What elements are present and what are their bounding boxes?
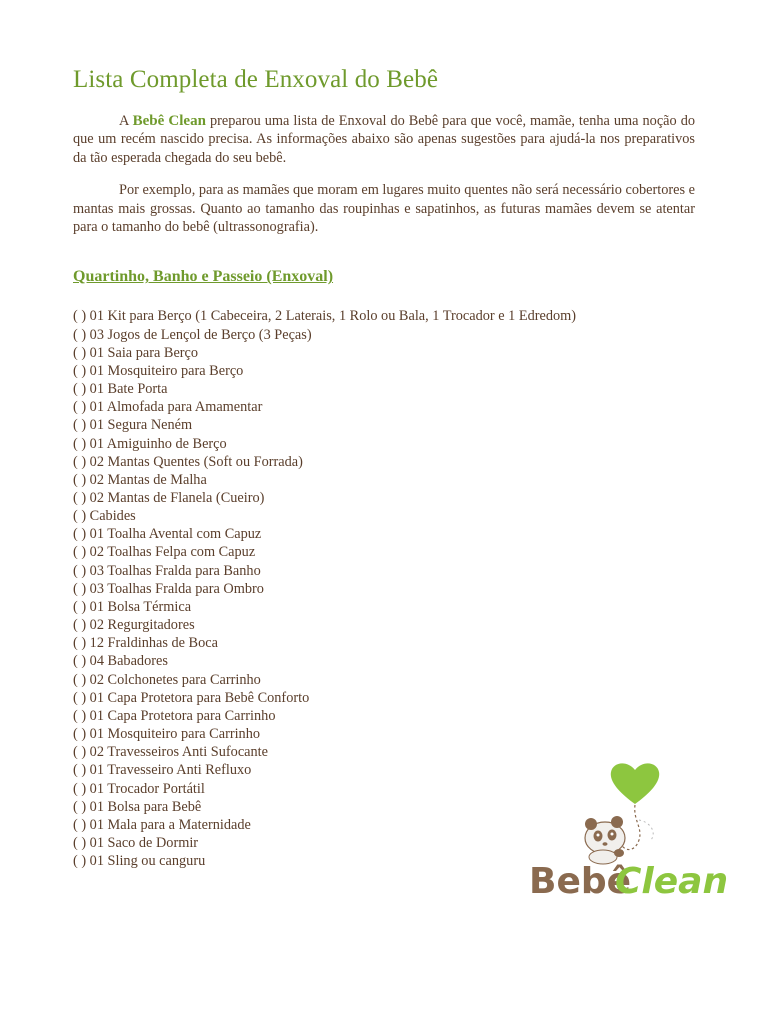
checklist-item: ( ) Cabides	[73, 508, 136, 525]
checklist-item: ( ) 02 Regurgitadores	[73, 617, 195, 634]
checklist-item: ( ) 02 Mantas de Flanela (Cueiro)	[73, 490, 265, 506]
page-title: Lista Completa de Enxoval do Bebê	[73, 66, 439, 93]
checklist-item: ( ) 02 Travesseiros Anti Sufocante	[73, 744, 268, 761]
checklist-item: ( ) 01 Kit para Berço (1 Cabeceira, 2 Laterais, 1 Rolo ou Bala, 1 Trocador e 1 Edredom)	[73, 308, 577, 325]
checklist-item: ( ) 02 Colchonetes para Carrinho	[73, 671, 261, 688]
checklist-item: ( ) 01 Saia para Berço	[73, 344, 199, 361]
checklist-item: ( ) 03 Jogos de Lençol de Berço (3 Peças)	[73, 326, 312, 343]
checklist-item: ( ) 02 Mantas Quentes (Soft ou Forrada)	[73, 453, 303, 470]
checklist-item: ( ) 01 Capa Protetora para Bebê Conforto	[73, 689, 310, 706]
intro-lead: A	[119, 113, 133, 129]
checklist-item: ( ) 01 Bolsa para Bebê	[73, 798, 202, 815]
checklist-item: ( ) 12 Fraldinhas de Boca	[73, 635, 218, 652]
checklist-item: ( ) 01 Segura Neném	[73, 417, 193, 434]
checklist-item: ( ) 04 Babadores	[73, 653, 168, 670]
checklist-item: ( ) 02 Toalhas Felpa com Capuz	[73, 544, 256, 561]
logo-text-clean: Clean	[615, 861, 729, 902]
checklist-item: ( ) 01 Bolsa Térmica	[73, 598, 192, 615]
checklist-item: ( ) 01 Capa Protetora para Carrinho	[73, 707, 276, 724]
checklist-item: ( ) 01 Amiguinho de Berço	[73, 435, 227, 452]
checklist-item: ( ) 01 Toalha Avental com Capuz	[73, 526, 262, 543]
logo-text-bebe: Bebê	[529, 861, 632, 902]
bebe-clean-logo	[525, 760, 729, 902]
checklist-item: ( ) 01 Bate Porta	[73, 381, 168, 398]
checklist-item: ( ) 01 Saco de Dormir	[73, 834, 199, 851]
checklist-item: ( ) 02 Mantas de Malha	[73, 471, 207, 488]
checklist-item: ( ) 01 Almofada para Amamentar	[73, 399, 263, 416]
checklist-item: ( ) 01 Mosquiteiro para Carrinho	[73, 726, 261, 743]
checklist-item: ( ) 03 Toalhas Fralda para Ombro	[73, 580, 264, 597]
example-paragraph: Por exemplo, para as mamães que moram em lugares muito quentes não será necessário cobertores e mantas mais grossas. Quanto ao tamanho das roupinhas e sapatinhos, as futuras mamães devem se atentar para o tamanho do bebê (ultrassonografia).	[73, 182, 695, 236]
checklist-item: ( ) 01 Trocador Portátil	[73, 780, 205, 797]
section-title: Quartinho, Banho e Passeio (Enxoval)	[73, 268, 334, 286]
document-page	[73, 66, 695, 870]
brand-name: Bebê Clean	[132, 113, 206, 129]
intro-rest: preparou uma lista de Enxoval do Bebê para que você, mamãe, tenha uma noção do que um recém nascido precisa. As informações abaixo são apenas sugestões para ajudá-la nos preparativos da tão esperada chegada do seu bebê.	[73, 113, 695, 166]
panda-with-heart-balloon-icon	[525, 760, 729, 902]
checklist-item: ( ) 03 Toalhas Fralda para Banho	[73, 562, 261, 579]
checklist-item: ( ) 01 Mala para a Maternidade	[73, 816, 251, 833]
checklist-item: ( ) 01 Mosquiteiro para Berço	[73, 362, 244, 379]
checklist-item: ( ) 01 Travesseiro Anti Refluxo	[73, 762, 252, 779]
intro-paragraph	[73, 112, 695, 167]
checklist-item: ( ) 01 Sling ou canguru	[73, 853, 206, 870]
